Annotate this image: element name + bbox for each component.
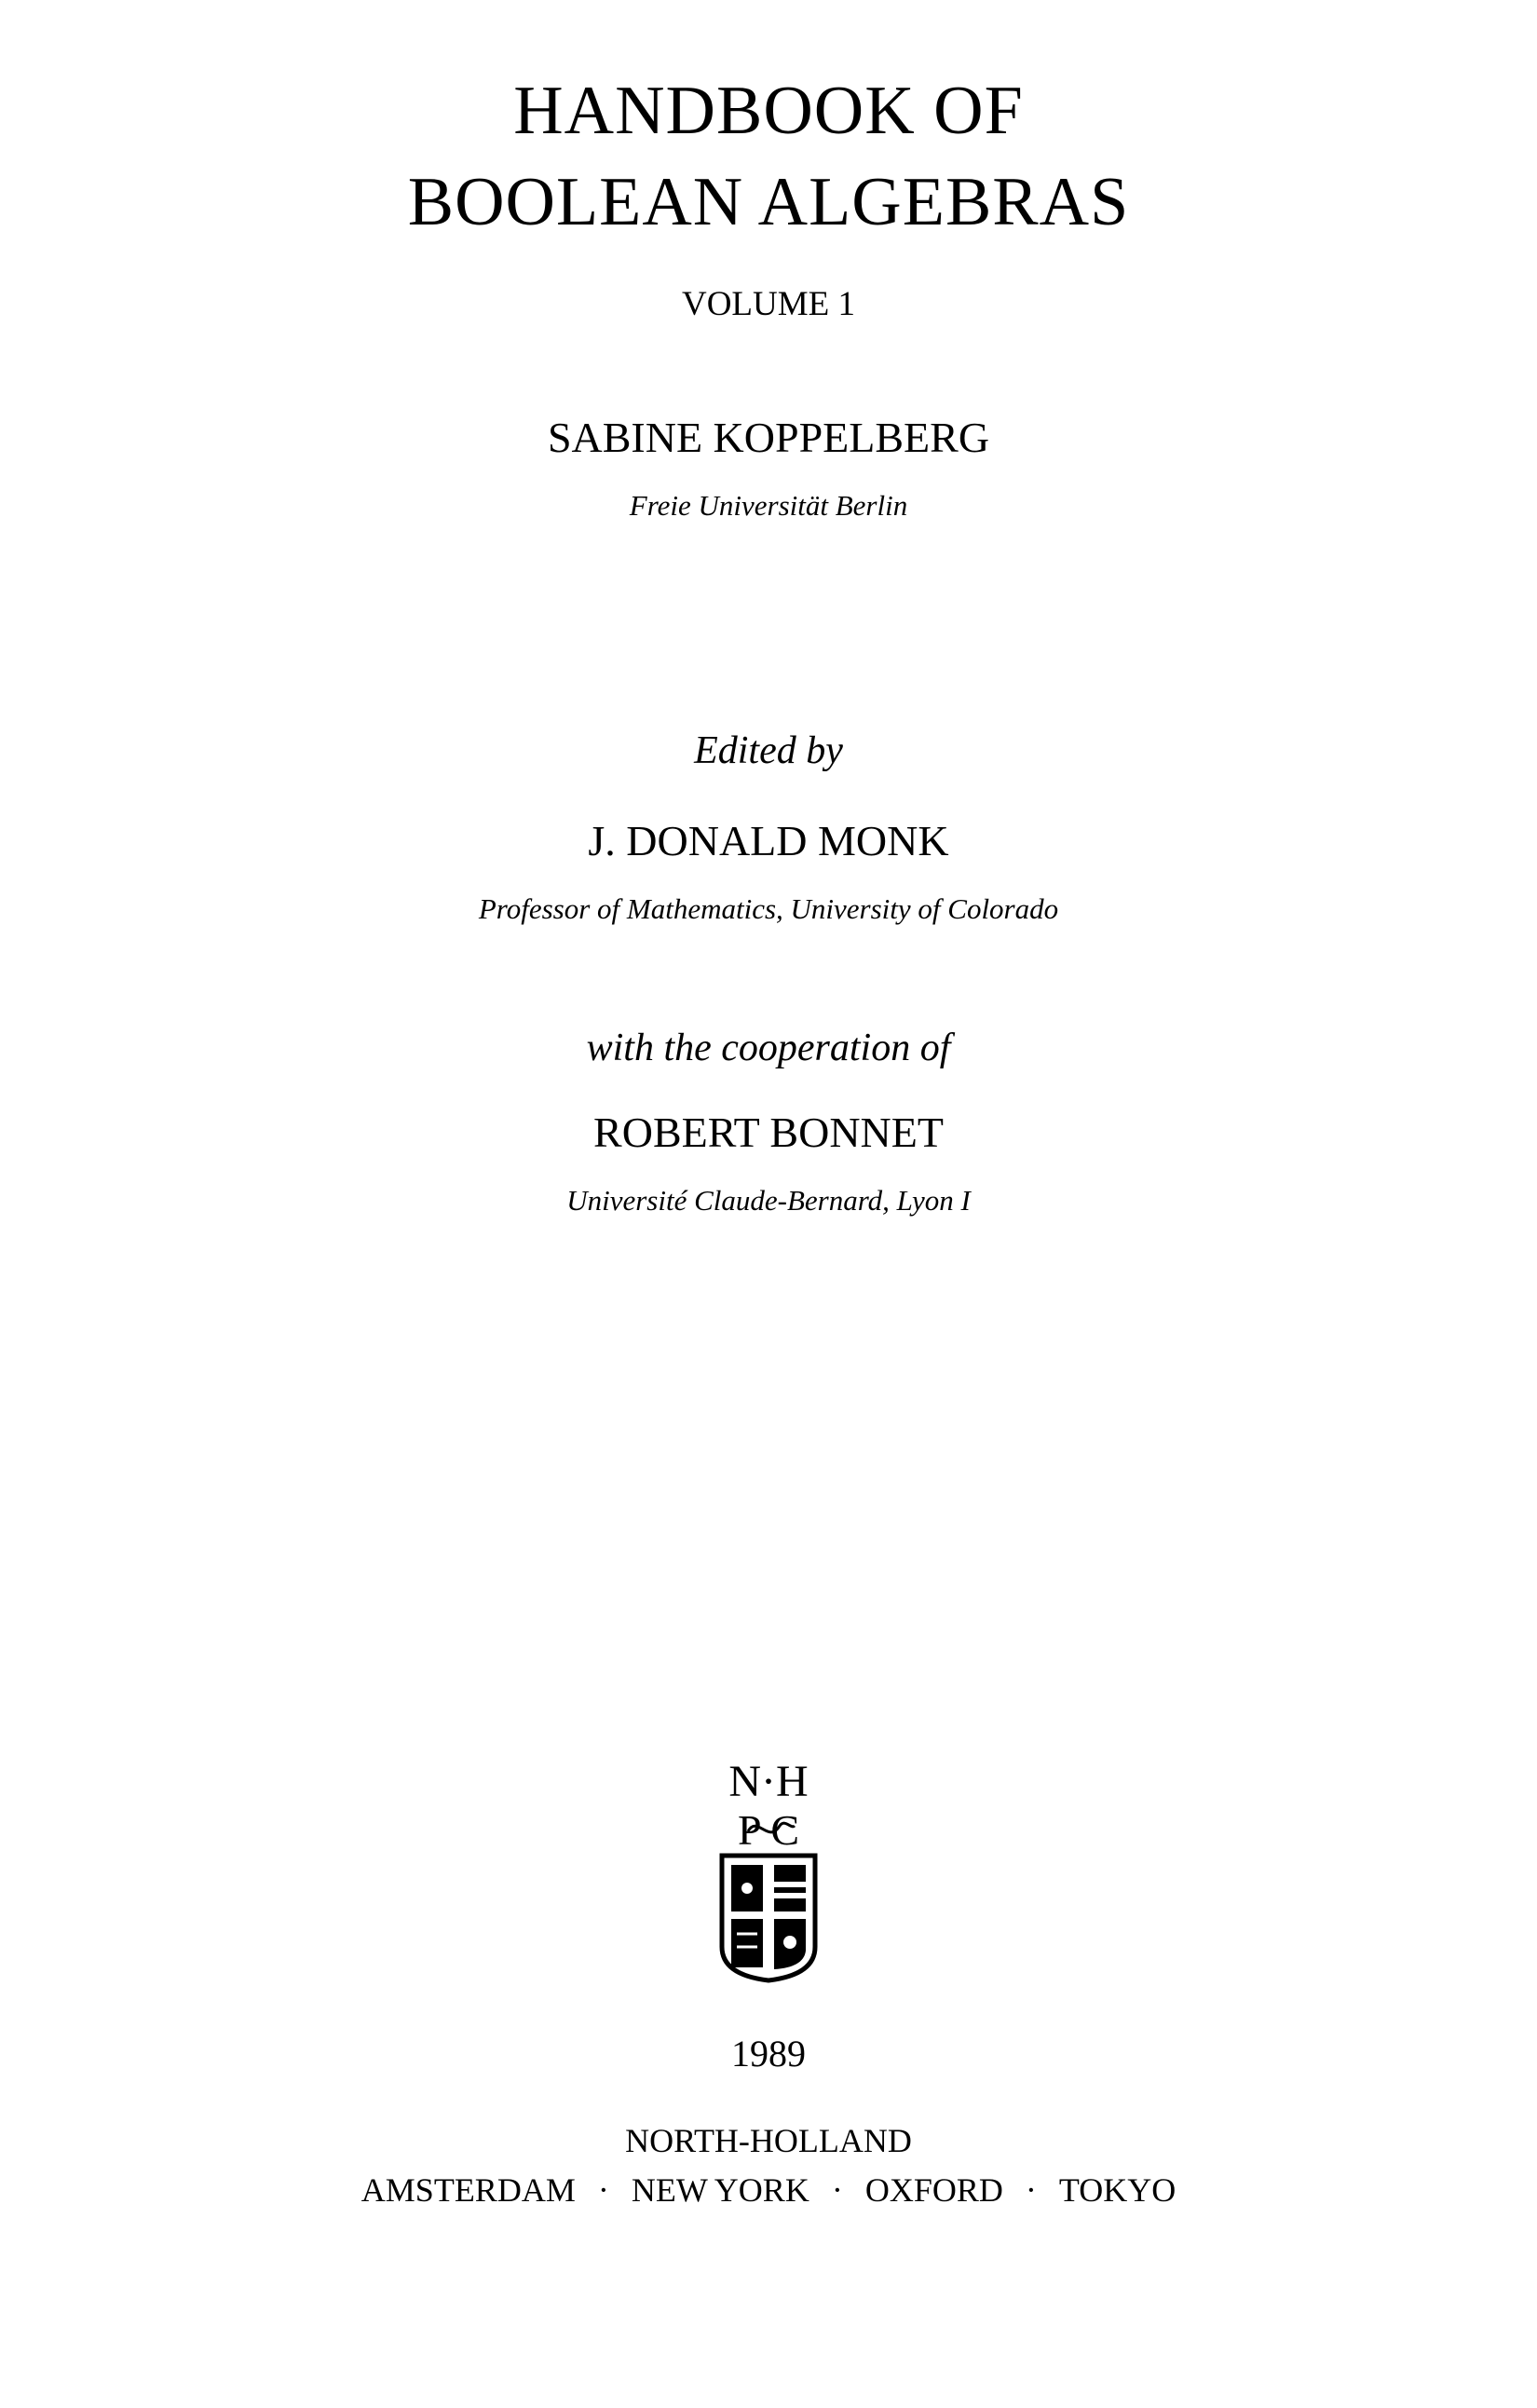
publisher-name: NORTH-HOLLAND xyxy=(625,2122,912,2159)
author-affiliation: Freie Universität Berlin xyxy=(629,489,908,522)
city-tokyo: TOKYO xyxy=(1058,2171,1177,2209)
cooperation-affiliation: Université Claude-Bernard, Lyon I xyxy=(566,1184,971,1217)
city-amsterdam: AMSTERDAM xyxy=(360,2171,576,2209)
north-holland-crest-icon xyxy=(694,1751,843,1984)
cooperation-intro: with the cooperation of xyxy=(586,1027,951,1069)
city-oxford: OXFORD xyxy=(864,2171,1003,2209)
book-title-line-1: HANDBOOK OF xyxy=(513,73,1024,149)
author-name: SABINE KOPPELBERG xyxy=(547,414,990,461)
book-title-line-2: BOOLEAN ALGEBRAS xyxy=(407,164,1130,240)
editor-intro: Edited by xyxy=(694,729,843,772)
city-new-york: NEW YORK xyxy=(631,2171,809,2209)
city-separator: · xyxy=(831,2171,843,2209)
editor-name: J. DONALD MONK xyxy=(588,817,949,864)
publisher-cities xyxy=(0,2173,1537,2207)
publication-year: 1989 xyxy=(731,2033,806,2075)
editor-affiliation: Professor of Mathematics, University of Colorado xyxy=(478,892,1059,925)
city-separator: · xyxy=(597,2171,609,2209)
svg-text:N·H: N·H xyxy=(728,1757,809,1806)
svg-text:P C: P C xyxy=(737,1806,800,1854)
cooperation-name: ROBERT BONNET xyxy=(593,1109,944,1156)
volume-label: VOLUME 1 xyxy=(681,285,855,323)
city-separator: · xyxy=(1025,2171,1037,2209)
